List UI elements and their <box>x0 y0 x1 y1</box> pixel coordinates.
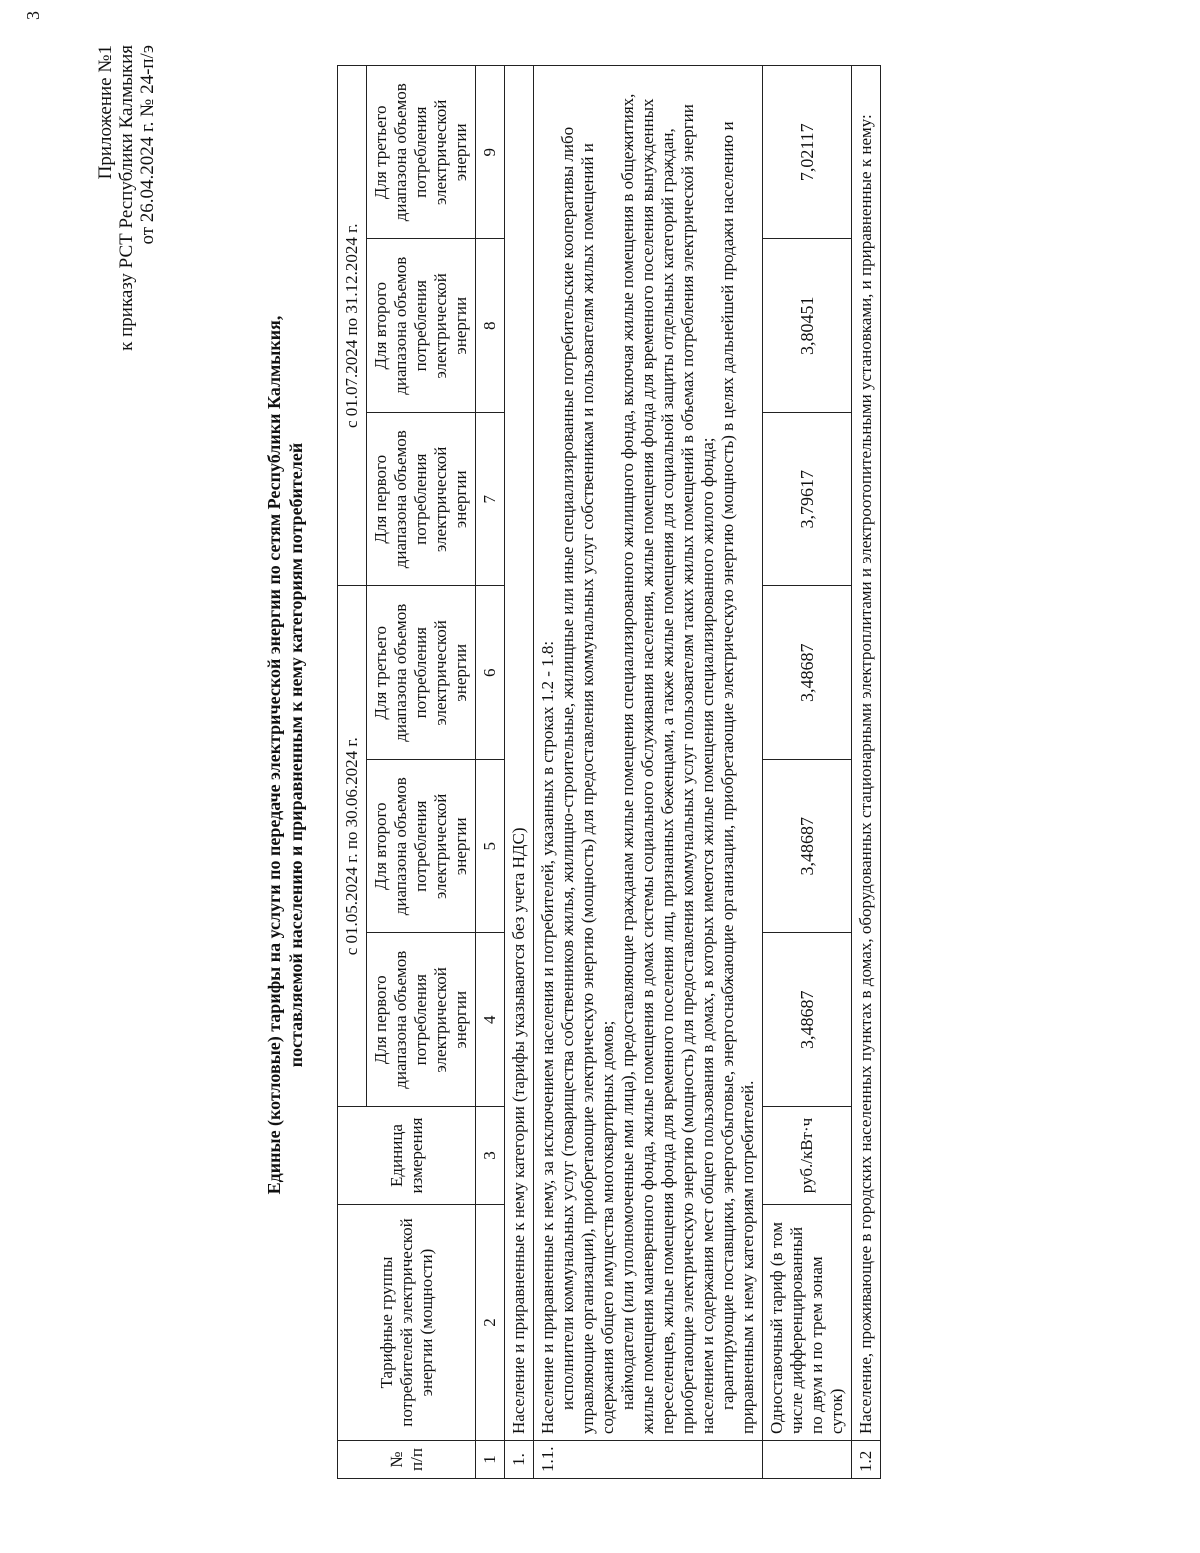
tariff-value: 3,48687 <box>763 586 852 760</box>
row-1-1-num: 1.1. <box>534 1441 763 1479</box>
header-range-1: Для первого диапазона объемов потребления электрической энергии <box>367 933 476 1107</box>
tariff-num <box>763 1441 852 1479</box>
document-page <box>23 11 1105 1515</box>
tariff-value: 3,48687 <box>763 760 852 934</box>
header-row-periods <box>338 66 367 1479</box>
appendix-order: к приказу РСТ Республики Калмыкия <box>116 45 137 351</box>
header-period-1: с 01.05.2024 г. по 30.06.2024 г. <box>338 586 367 1107</box>
appendix-date: от 26.04.2024 г. № 24-п/э <box>137 45 158 245</box>
col-number: 7 <box>476 413 505 587</box>
tariff-value: 7,02117 <box>763 66 852 240</box>
col-number: 1 <box>476 1441 505 1479</box>
header-group: Тарифные группы потребителей электрической энергии (мощности) <box>338 1205 476 1441</box>
col-number: 4 <box>476 933 505 1107</box>
title-line-1: Единые (котловые) тарифы на услуги по передаче электрической энергии по сетям Республики Калмыкия, <box>264 315 284 1195</box>
header-num: № п/п <box>338 1441 476 1479</box>
tariff-row <box>763 66 852 1479</box>
col-number: 6 <box>476 586 505 760</box>
row-1-1 <box>534 66 763 1479</box>
tariff-value: 3,79617 <box>763 413 852 587</box>
row-1-1-p3: наймодатели (или уполномоченные ими лица), предоставляющие гражданам жилые помещения специализированного жилищного фонда, включая жилые помещения в общежитиях, жилые помещения маневренного фонда, жилые помещения в домах системы социального обслуживания населения, жилые помещения фонда для временного поселения вынужденных переселенцев, жилые помещения фонда для временного поселения лиц, признанных беженцами, а также жилые помещения для социальной защиты отдельных категорий граждан, приобретающие электрическую энергию (мощность) для предоставления коммунальных услуг пользователям таких жилых помещений в объемах потребления электрической энергии населением и содержания мест общего пользования в домах, в которых имеются жилые помещения специализированного жилого фонда; <box>618 93 717 1434</box>
header-range-1: Для первого диапазона объемов потребления электрической энергии <box>367 413 476 587</box>
row-1-1-p2: исполнители коммунальных услуг (товарищества собственников жилья, жилищно-строительные, жилищные или иные специализированные потребительские кооперативы либо управляющие организации), приобретающие электрическую энергию (мощность) для предоставления коммунальных услуг собственникам и пользователям жилых помещений и содержания общего имущества многоквартирных домов; <box>558 126 617 1434</box>
tariff-value: 3,48687 <box>763 933 852 1107</box>
col-number: 2 <box>476 1205 505 1441</box>
row-1-2-text: Население, проживающее в городских населенных пунктах в домах, оборудованных стационарными электроплитами и электроотопительными установками, и приравненные к нему: <box>852 66 881 1441</box>
row-1-1-p1: Население и приравненные к нему, за исключением населения и потребителей, указанных в строках 1.2 - 1.8: <box>538 640 557 1434</box>
col-number: 3 <box>476 1107 505 1205</box>
section-1-num: 1. <box>505 1441 534 1479</box>
col-number: 5 <box>476 760 505 934</box>
header-unit: Единица измерения <box>338 1107 476 1205</box>
row-1-2-num: 1.2 <box>852 1441 881 1479</box>
row-1-1-text <box>534 66 763 1441</box>
section-1-row <box>505 66 534 1479</box>
header-period-2: с 01.07.2024 по 31.12.2024 г. <box>338 66 367 587</box>
row-1-2 <box>852 66 881 1479</box>
header-range-2: Для второго диапазона объемов потребления электрической энергии <box>367 239 476 413</box>
tariff-value: 3,80451 <box>763 239 852 413</box>
document-title <box>263 205 307 1305</box>
tariff-unit: руб./кВт·ч <box>763 1107 852 1205</box>
col-number: 9 <box>476 66 505 240</box>
section-1-text: Население и приравненные к нему категории (тарифы указываются без учета НДС) <box>505 66 534 1441</box>
row-1-1-p4: гарантирующие поставщики, энергосбытовые, энергоснабжающие организации, приобретающие электрическую энергию (мощность) в целях дальнейшей продажи населению и приравненным к нему категориям потребителей. <box>718 121 757 1434</box>
page-number: 3 <box>23 11 43 20</box>
header-range-3: Для третьего диапазона объемов потребления электрической энергии <box>367 66 476 240</box>
col-number: 8 <box>476 239 505 413</box>
appendix-header <box>95 45 158 351</box>
column-numbers-row <box>476 66 505 1479</box>
title-line-2: поставляемой населению и приравненным к нему категориям потребителей <box>286 442 306 1068</box>
tariff-label: Одноставочный тариф (в том числе дифференцированный по двум и по трем зонам суток) <box>763 1205 852 1441</box>
header-range-2: Для второго диапазона объемов потребления электрической энергии <box>367 760 476 934</box>
tariff-table <box>337 65 881 1479</box>
header-range-3: Для третьего диапазона объемов потребления электрической энергии <box>367 586 476 760</box>
appendix-title: Приложение №1 <box>95 45 116 180</box>
